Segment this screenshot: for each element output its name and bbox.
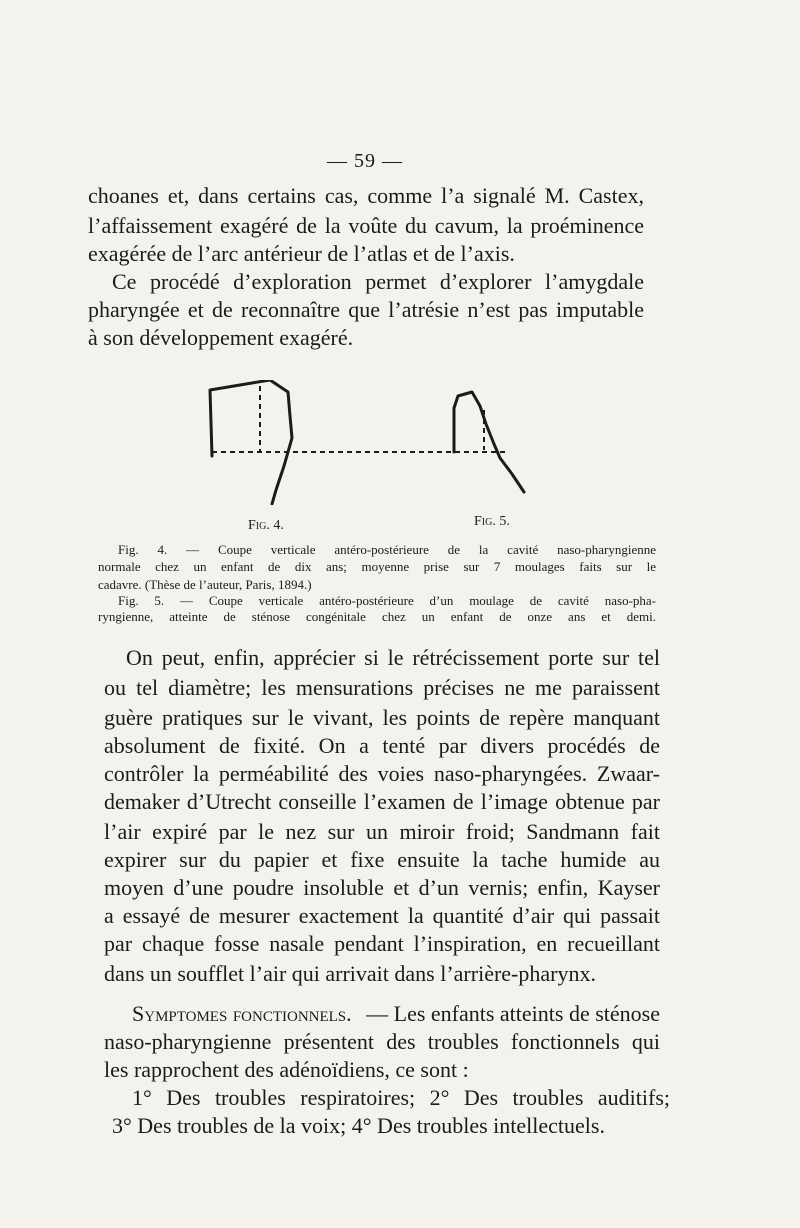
- figure-naso-pharynx-sections: [200, 380, 560, 505]
- fig4-outline: [210, 380, 292, 504]
- text-line: ou tel diamètre; les mensurations précises ne me paraissent: [104, 675, 660, 700]
- text-line: moyen d’une poudre insoluble et d’un vernis; enfin, Kayser: [104, 875, 660, 900]
- fig4-label: Fig. 4.: [248, 518, 284, 533]
- caption-line: Fig. 4. — Coupe verticale antéro-postérieure de la cavité naso-pharyngienne: [118, 542, 656, 557]
- text-line: par chaque fosse nasale pendant l’inspiration, en recueillant: [104, 931, 660, 956]
- text-line: dans un soufflet l’air qui arrivait dans l’arrière-pharynx.: [104, 961, 596, 986]
- text-line: naso-pharyngienne présentent des troubles fonctionnels qui: [104, 1029, 660, 1054]
- caption-line: cadavre. (Thèse de l’auteur, Paris, 1894.): [98, 577, 312, 592]
- text-line: l’air expiré par le nez sur un miroir froid; Sandmann fait: [104, 819, 660, 844]
- caption-line: Fig. 5. — Coupe verticale antéro-postérieure d’un moulage de cavité naso-pha-: [118, 593, 656, 608]
- text-line: les rapprochent des adénoïdiens, ce sont :: [104, 1057, 469, 1082]
- text-line: expirer sur du papier et fixe ensuite la tache humide au: [104, 847, 660, 872]
- text-line: On peut, enfin, apprécier si le rétrécissement porte sur tel: [126, 645, 660, 670]
- text-line: exagérée de l’arc antérieur de l’atlas et de l’axis.: [88, 241, 515, 266]
- text-line: absolument de fixité. On a tenté par divers procédés de: [104, 733, 660, 758]
- text-line: Ce procédé d’exploration permet d’explorer l’amygdale: [112, 269, 644, 294]
- caption-line: normale chez un enfant de dix ans; moyenne prise sur 7 moulages faits sur le: [98, 559, 656, 574]
- text-line: choanes et, dans certains cas, comme l’a signalé M. Castex,: [88, 183, 644, 208]
- caption-line: ryngienne, atteinte de sténose congénitale chez un enfant de onze ans et demi.: [98, 609, 656, 624]
- text-line: contrôler la perméabilité des voies naso-pharyngées. Zwaar-: [104, 761, 660, 786]
- text-line: 1° Des troubles respiratoires; 2° Des troubles auditifs;: [132, 1085, 670, 1110]
- page-number: — 59 —: [327, 150, 403, 172]
- text-line: 3° Des troubles de la voix; 4° Des troubles intellectuels.: [112, 1113, 605, 1138]
- text-line: — Les enfants atteints de sténose: [366, 1001, 660, 1026]
- text-line: à son développement exagéré.: [88, 325, 354, 350]
- text-line: l’affaissement exagéré de la voûte du cavum, la proéminence: [88, 213, 644, 238]
- text-line: pharyngée et de reconnaître que l’atrésie n’est pas imputable: [88, 297, 644, 322]
- text-line: a essayé de mesurer exactement la quantité d’air qui passait: [104, 903, 660, 928]
- symptoms-heading: Symptomes fonctionnels.: [132, 1001, 352, 1026]
- text-line: guère pratiques sur le vivant, les points de repère manquant: [104, 705, 660, 730]
- fig5-outline: [454, 392, 524, 492]
- fig5-label: Fig. 5.: [474, 514, 510, 529]
- symptoms-first-line: [132, 1000, 660, 1028]
- text-line: demaker d’Utrecht conseille l’examen de l’image obtenue par: [104, 789, 660, 814]
